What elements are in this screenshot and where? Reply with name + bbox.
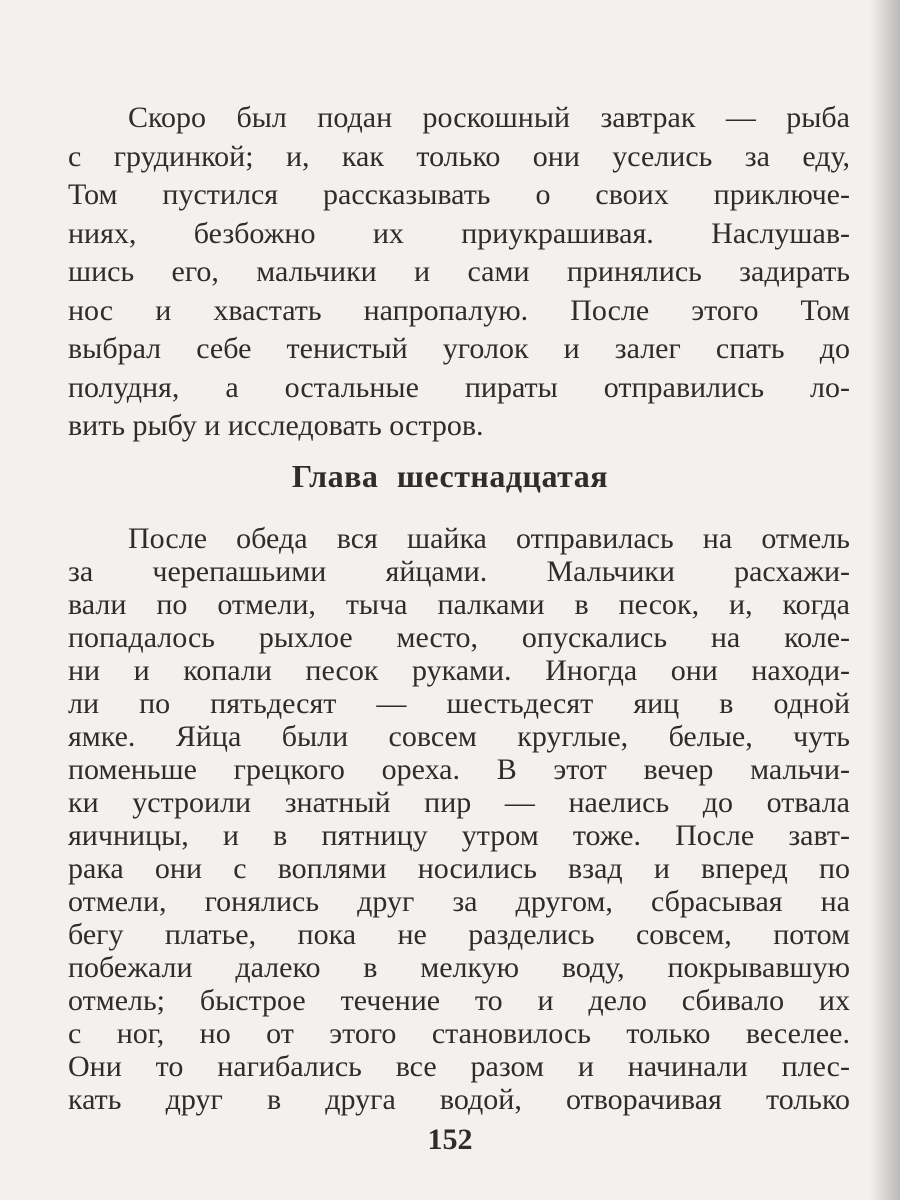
- paragraph-1: [68, 99, 850, 446]
- text-line: вить рыбу и исследовать остров.: [68, 409, 484, 442]
- text-line: выбрал себе тенистый уголок и залег спать до: [68, 332, 850, 365]
- chapter-heading: Глава шестнадцатая: [291, 458, 609, 494]
- text-line: ки устроили знатный пир — наелись до отвала: [68, 786, 850, 819]
- page-number: 152: [427, 1123, 473, 1156]
- text-line: рака они с воплями носились взад и вперед по: [68, 852, 850, 885]
- text-line: попадалось рыхлое место, опускались на коле-: [68, 621, 850, 654]
- page-edge-shadow: [870, 0, 900, 1200]
- text-line: Том пустился рассказывать о своих приключе-: [68, 178, 850, 211]
- text-line: ни и копали песок руками. Иногда они находи-: [68, 654, 850, 687]
- text-line: Они то нагибались все разом и начинали плес-: [68, 1050, 850, 1083]
- text-line: отмели, гонялись друг за другом, сбрасывая на: [68, 885, 850, 918]
- text-line: за черепашьими яйцами. Мальчики расхажи-: [68, 555, 850, 588]
- text-line: с грудинкой; и, как только они уселись за еду,: [68, 139, 850, 173]
- text-line: бегу платье, пока не разделись совсем, потом: [68, 918, 850, 951]
- text-line: с ног, но от этого становилось только веселее.: [68, 1017, 850, 1050]
- text-line: яичницы, и в пятницу утром тоже. После завт-: [68, 819, 850, 852]
- text-line: ямке. Яйца были совсем круглые, белые, чуть: [68, 720, 850, 753]
- text-line: ли по пятьдесят — шестьдесят яиц в одной: [68, 687, 850, 720]
- text-line: полудня, а остальные пираты отправились ло-: [68, 370, 850, 404]
- text-line: отмель; быстрое течение то и дело сбивало их: [68, 984, 850, 1017]
- text-line: поменьше грецкого ореха. В этот вечер мальчи-: [68, 753, 850, 786]
- paragraph-2: [68, 522, 850, 1116]
- text-line: шись его, мальчики и сами принялись задирать: [68, 255, 850, 288]
- text-line: вали по отмели, тыча палками в песок, и, когда: [68, 588, 850, 621]
- text-line: Скоро был подан роскошный завтрак — рыба: [128, 101, 850, 134]
- text-line: побежали далеко в мелкую воду, покрывавшую: [68, 951, 850, 984]
- text-line: ниях, безбожно их приукрашивая. Наслушав-: [68, 216, 850, 250]
- text-line: нос и хвастать напропалую. После этого Том: [68, 293, 850, 327]
- text-line: После обеда вся шайка отправилась на отмель: [128, 522, 850, 555]
- text-line: кать друг в друга водой, отворачивая только: [68, 1083, 850, 1116]
